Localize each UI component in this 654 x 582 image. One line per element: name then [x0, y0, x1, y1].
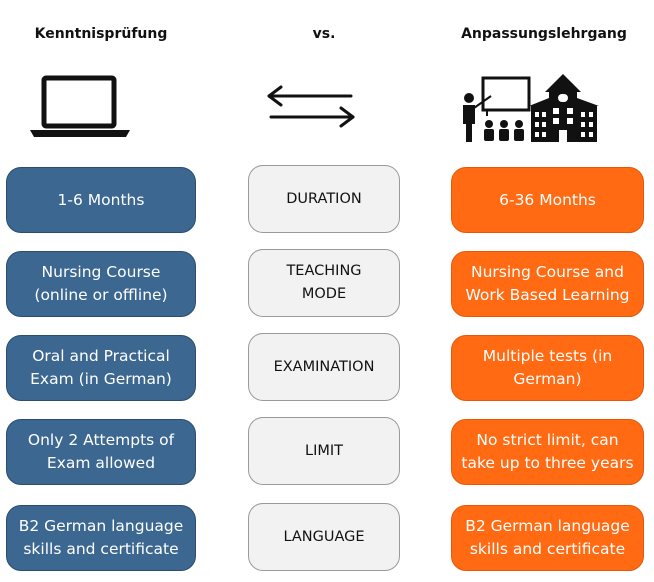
anpassungslehrgang-teaching-mode: Nursing Course and Work Based Learning — [451, 251, 644, 317]
classroom-school-icon — [457, 72, 603, 146]
kenntnispruefung-limit: Only 2 Attempts of Exam allowed — [6, 419, 196, 485]
kenntnispruefung-examination: Oral and Practical Exam (in German) — [6, 335, 196, 401]
criterion-examination: EXAMINATION — [248, 333, 400, 401]
anpassungslehrgang-limit: No strict limit, can take up to three years — [451, 419, 644, 485]
header-kenntnispruefung: Kenntnisprüfung — [34, 26, 168, 42]
anpassungslehrgang-language: B2 German language skills and certificate — [451, 505, 644, 571]
criterion-teaching-mode: TEACHING MODE — [248, 249, 400, 317]
header-anpassungslehrgang: Anpassungslehrgang — [461, 26, 627, 42]
kenntnispruefung-language: B2 German language skills and certificate — [6, 505, 196, 571]
anpassungslehrgang-duration: 6-36 Months — [451, 167, 644, 233]
laptop-icon — [28, 74, 132, 140]
anpassungslehrgang-examination: Multiple tests (in German) — [451, 335, 644, 401]
criterion-language: LANGUAGE — [248, 503, 400, 571]
header-vs: vs. — [312, 26, 336, 42]
swap-arrows-icon — [263, 84, 359, 130]
criterion-limit: LIMIT — [248, 417, 400, 485]
kenntnispruefung-duration: 1-6 Months — [6, 167, 196, 233]
criterion-duration: DURATION — [248, 165, 400, 233]
kenntnispruefung-teaching-mode: Nursing Course (online or offline) — [6, 251, 196, 317]
